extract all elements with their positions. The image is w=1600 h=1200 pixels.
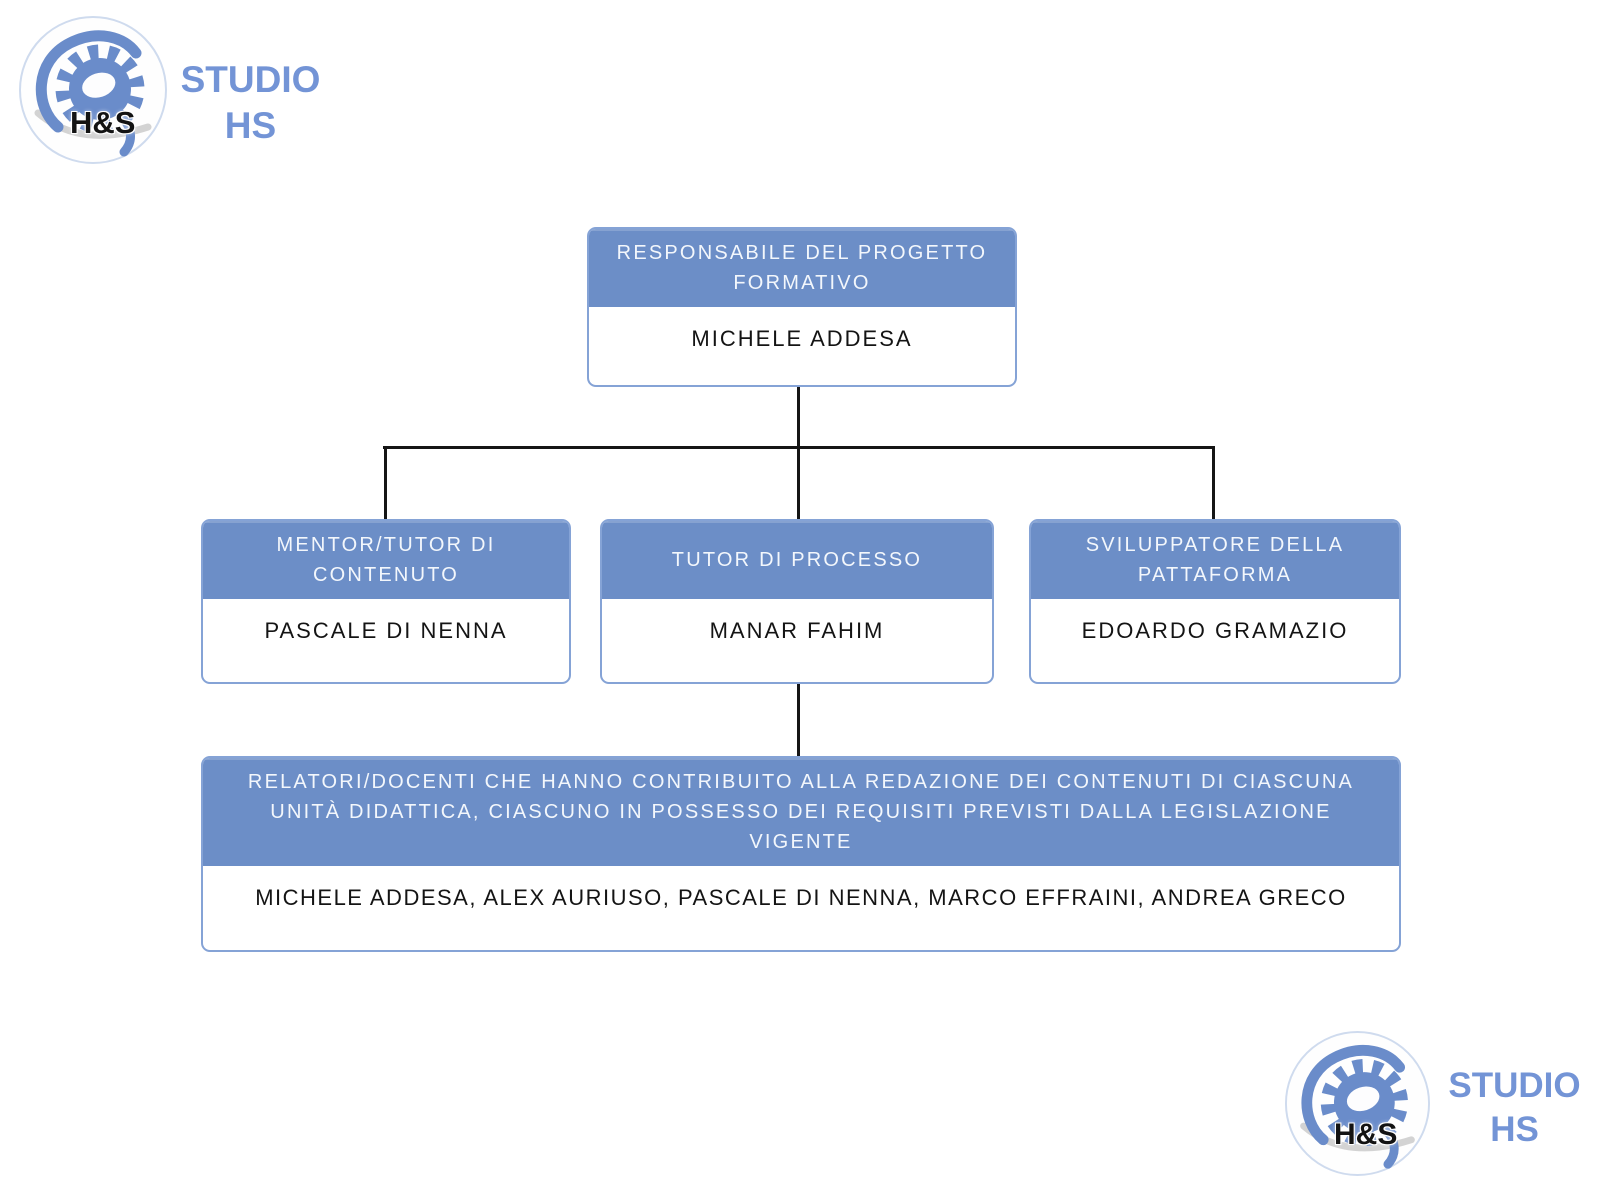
node-title: TUTOR DI PROCESSO bbox=[602, 521, 992, 599]
connector-tutor-to-team bbox=[797, 683, 800, 757]
org-node-tutor-processo bbox=[600, 519, 994, 684]
org-node-responsabile bbox=[587, 227, 1017, 387]
logo-badge-text: H&S bbox=[70, 105, 136, 140]
brand-name-line2: HS bbox=[224, 105, 277, 147]
logo-badge bbox=[1284, 1030, 1431, 1182]
connector-drop-tutor bbox=[797, 448, 800, 520]
connector-root-down bbox=[797, 387, 800, 447]
brand-name-line1: STUDIO bbox=[180, 59, 321, 100]
studio-hs-logo-bottom-right bbox=[1284, 1030, 1600, 1182]
node-title: RESPONSABILE DEL PROGETTO FORMATIVO bbox=[589, 229, 1015, 307]
gear-icon bbox=[18, 15, 168, 165]
logo-badge bbox=[18, 15, 168, 170]
org-node-relatori-docenti bbox=[201, 756, 1401, 952]
node-title: RELATORI/DOCENTI CHE HANNO CONTRIBUITO ALLA REDAZIONE DEI CONTENUTI DI CIASCUNA UNITÀ DIDATTICA, CIASCUNO IN POSSESSO DEI REQUISITI PREVISTI DALLA LEGISLAZIONE VIGENTE bbox=[203, 758, 1399, 866]
brand-name-line1: STUDIO bbox=[1448, 1066, 1581, 1105]
node-person: PASCALE DI NENNA bbox=[264, 618, 508, 643]
node-person: MANAR FAHIM bbox=[709, 618, 885, 643]
node-person: EDOARDO GRAMAZIO bbox=[1081, 618, 1349, 643]
brand-name bbox=[1432, 1064, 1597, 1152]
connector-drop-sviluppatore bbox=[1212, 448, 1215, 520]
node-title: SVILUPPATORE DELLA PATTAFORMA bbox=[1031, 521, 1399, 599]
brand-name-line2: HS bbox=[1490, 1109, 1539, 1149]
org-node-sviluppatore-piattaforma bbox=[1029, 519, 1401, 684]
logo-badge-text: H&S bbox=[1334, 1118, 1398, 1151]
node-title: MENTOR/TUTOR DI CONTENUTO bbox=[203, 521, 569, 599]
studio-hs-logo-top-left bbox=[18, 15, 358, 170]
org-node-mentor-tutor-contenuto bbox=[201, 519, 571, 684]
gear-icon bbox=[1284, 1030, 1431, 1177]
node-person: MICHELE ADDESA bbox=[691, 326, 913, 351]
node-person: MICHELE ADDESA, ALEX AURIUSO, PASCALE DI NENNA, MARCO EFFRAINI, ANDREA GRECO bbox=[255, 885, 1347, 910]
brand-name bbox=[163, 57, 338, 150]
connector-drop-mentor bbox=[384, 448, 387, 520]
